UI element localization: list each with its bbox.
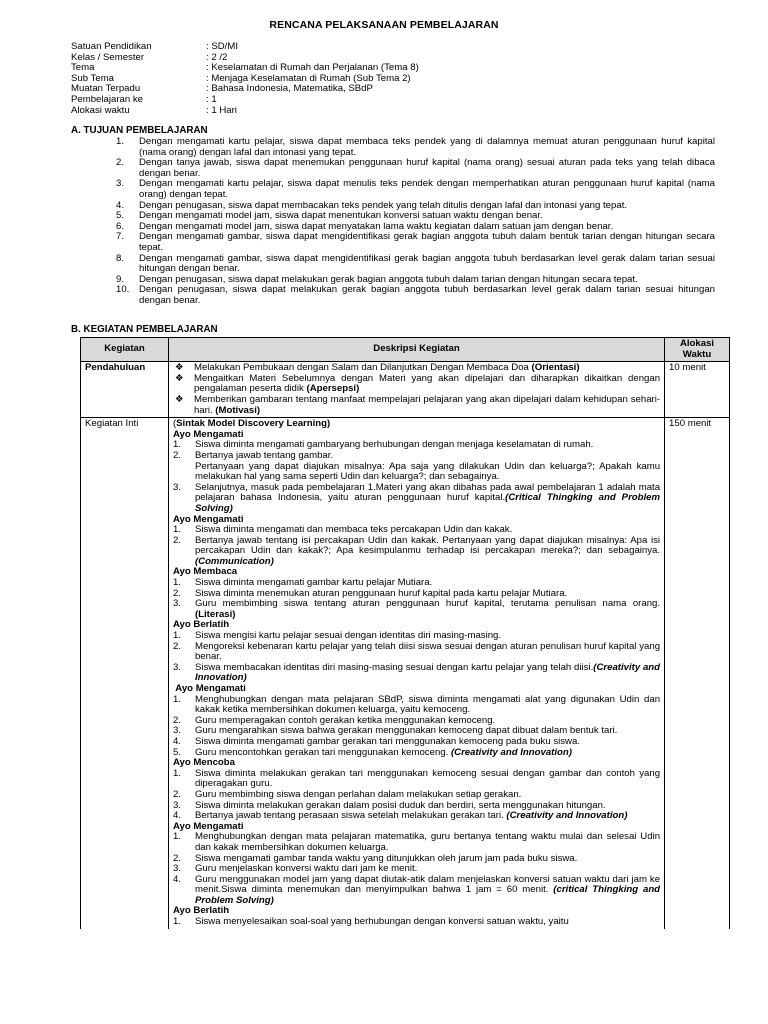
meta-value: : 1	[206, 93, 217, 105]
item-text: Siswa diminta melakukan gerakan tari menggunakan kemoceng sesuai dengan gambar dan contoh yang diperagakan guru.	[194, 767, 661, 790]
item-text: Guru memperagakan contoh gerakan ketika menggunakan kemoceng.	[194, 714, 496, 726]
list-item: 2. Bertanya jawab tentang isi percakapan Udin dan kakak. Pertanyaan yang dapat diajukan misalnya: Apa isi percakapan Udin dan kakak?; Apa kesimpulanmu terhadap isi percakapan mereka?; dan sebagainya. (Communication)	[172, 534, 661, 567]
group-heading: Ayo Mencoba	[172, 757, 235, 769]
item-text: Dengan tanya jawab, siswa dapat menemukan penggunaan huruf kapital (nama orang) sesuai aturan pada teks yang telah dibaca dengan benar.	[139, 157, 715, 179]
time-pendahuluan: 10 menit	[665, 362, 730, 418]
item-text: Siswa diminta mengamati gambaryang berhubungan dengan menjaga keselamatan di rumah.	[194, 439, 594, 451]
item-text: Siswa diminta menemukan aturan penggunaan huruf kapital pada kartu pelajar Mutiara.	[194, 587, 568, 599]
sintak-label: Sintak Model Discovery Learning)	[176, 418, 331, 430]
item-text: Dengan mengamati kartu pelajar, siswa dapat membaca teks pendek yang di dalamnya memuat aturan penggunaan huruf kapital (nama orang) dengan lafal dan intonasi yang tepat.	[139, 136, 715, 158]
list-item	[173, 374, 660, 395]
item-number: 10.	[116, 284, 130, 296]
list-item: 1. Menghubungkan dengan mata pelajaran matematika, guru bertanya tentang waktu mulai dan selesai Udin dan kakak membersihkan dokumen keluarga.	[172, 831, 661, 853]
item-text: Mengoreksi kebenaran kartu pelajar yang telah diisi siswa sesuai dengan aturan penulisan huruf kapital yang benar.	[194, 640, 661, 663]
objectives-list	[116, 137, 715, 307]
list-item: 3. Siswa diminta melakukan gerakan dalam posisi duduk dan berdiri, serta menggunakan hitungan.	[173, 801, 660, 812]
item-number: 1.	[116, 136, 125, 147]
list-item: 3. Guru membimbing siswa tentang aturan penggunaan huruf kapital, terutama penulisan nama orang. (Literasi)	[172, 598, 661, 620]
pendahuluan-description	[168, 362, 664, 418]
item-text: Bertanya jawab tentang isi percakapan Udin dan kakak. Pertanyaan yang dapat diajukan misalnya: Apa isi percakapan Udin dan kakak?; Apa kesimpulanmu terhadap isi percakapan mereka?; dan sebagainya.	[194, 534, 661, 557]
item-text: Melakukan Pembukaan dengan Salam dan Dilanjutkan Dengan Membaca Doa	[193, 362, 532, 374]
list-item: 1. Siswa menyelesaikan soal-soal yang berhubungan dengan konversi satuan waktu, yaitu	[173, 917, 660, 928]
item-text: Dengan penugasan, siswa dapat membacakan teks pendek yang telah ditulis dengan lafal dan intonasi yang tepat.	[139, 199, 628, 211]
list-item: 1. Menghubungkan dengan mata pelajaran SBdP, siswa diminta mengamati alat yang digunakan Udin dan kakak ketika membersihkan dokumen keluarga, yaitu kemoceng.	[172, 693, 661, 716]
list-item: 1. Siswa diminta mengamati gambaryang berhubungan dengan menjaga keselamatan di rumah.	[173, 440, 660, 451]
identity-table	[71, 42, 419, 116]
list-item: 1. Siswa diminta melakukan gerakan tari menggunakan kemoceng sesuai dengan gambar dan contoh yang diperagakan guru.	[172, 767, 661, 790]
list-item: 2. Mengoreksi kebenaran kartu pelajar yang telah diisi siswa sesuai dengan aturan penulisan huruf kapital yang benar.	[172, 640, 661, 663]
group-heading: Ayo Mengamati	[172, 428, 244, 440]
section-b-heading: B. KEGIATAN PEMBELAJARAN	[71, 324, 218, 335]
list-item: 2. Guru memperagakan contoh gerakan ketika menggunakan kemoceng.	[173, 716, 660, 727]
item-text: Siswa diminta mengamati gambar kartu pelajar Mutiara.	[194, 577, 433, 589]
sintak-line	[173, 419, 660, 430]
item-text: Dengan penugasan, siswa dapat melakukan gerak bagian anggota tubuh dalam tarian dengan hitungan secara tepat.	[139, 273, 638, 285]
item-number: 4.	[116, 199, 125, 211]
meta-value: : Menjaga Keselamatan di Rumah (Sub Tema 2)	[206, 72, 411, 84]
item-text: Siswa diminta mengamati gambar gerakan tari menggunakan kemoceng pada buku siswa.	[194, 735, 580, 747]
list-item	[116, 158, 715, 179]
activities-table	[80, 337, 730, 929]
item-tag: (Creativity and Innovation)	[194, 661, 661, 684]
list-item	[116, 285, 715, 306]
item-text: Siswa mengamati gambar tanda waktu yang ditunjukkan oleh jarum jam pada buku siswa.	[194, 852, 578, 864]
item-number: 2.	[116, 157, 125, 169]
item-text: Guru mencontohkan gerakan tari menggunakan kemoceng.	[194, 746, 451, 758]
item-text: Bertanya jawab tentang perasaan siswa setelah melakukan gerakan tari.	[194, 810, 507, 822]
list-item	[116, 137, 715, 158]
item-text: Guru menjelaskan konversi waktu dari jam ke menit.	[194, 863, 418, 875]
meta-value: : Keselamatan di Rumah dan Perjalanan (Tema 8)	[206, 62, 419, 74]
meta-label: Alokasi waktu	[71, 104, 130, 116]
item-number: 5.	[116, 210, 125, 222]
list-item: 2. Bertanya jawab tentang gambar.	[173, 451, 660, 462]
meta-row	[71, 95, 419, 106]
list-item	[116, 232, 715, 253]
item-text: Guru membimbing siswa tentang aturan penggunaan huruf kapital, terutama penulisan nama orang.	[194, 598, 661, 610]
group-heading: Ayo Berlatih	[172, 619, 230, 631]
table-header-row	[81, 338, 730, 362]
item-number: 7.	[116, 231, 125, 243]
list-item: 1. Siswa mengisi kartu pelajar sesuai dengan identitas diri masing-masing.	[173, 631, 660, 642]
item-number: 6.	[116, 220, 125, 232]
item-tag: (Orientasi)	[531, 362, 580, 374]
item-number: 9.	[116, 273, 125, 285]
meta-label: Tema	[71, 62, 95, 74]
item-text: Selanjutnya, masuk pada pembelajaran 1.Materi yang akan dibahas pada awal pembelajaran 1 adalah mata pelajaran bahasa Indonesia, yaitu aturan penggunaan huruf kapital.	[194, 481, 661, 504]
list-item: 3. Selanjutnya, masuk pada pembelajaran 1.Materi yang akan dibahas pada awal pembelajaran 1 adalah mata pelajaran bahasa Indonesia, yaitu aturan penggunaan huruf kapital.(Critical Thingking and Problem Solving)	[172, 481, 661, 514]
item-tag: (Communication)	[194, 555, 274, 567]
item-text: Mengaitkan Materi Sebelumnya dengan Materi yang akan dipelajari dan diharapkan dikaitkan dengan pengalaman peserta didik	[193, 372, 661, 395]
item-text: Dengan mengamati gambar, siswa dapat mengidentifikasi gerak bagian anggota tubuh dalam bentuk tarian dengan hitungan secara tepat.	[139, 231, 715, 253]
row-label-pendahuluan: Pendahuluan	[81, 362, 169, 418]
column-header-deskripsi: Deskripsi Kegiatan	[168, 338, 664, 362]
meta-value: : 1 Hari	[206, 104, 237, 116]
group-heading: Ayo Mengamati	[172, 513, 244, 525]
inti-description	[168, 418, 664, 929]
meta-label: Kelas / Semester	[71, 51, 145, 63]
item-number: 3.	[116, 178, 125, 190]
diamond-bullet-icon: ❖	[174, 372, 184, 384]
item-text: Dengan mengamati model jam, siswa dapat menentukan konversi satuan waktu dengan benar.	[139, 210, 543, 222]
group-heading: Ayo Berlatih	[172, 905, 230, 917]
item-text: Siswa menyelesaikan soal-soal yang berhubungan dengan konversi satuan waktu, yaitu	[194, 916, 569, 928]
item-text: Dengan mengamati model jam, siswa dapat menyatakan lama waktu kegiatan dalam satuan jam dengan benar.	[139, 220, 614, 232]
sintak-open: (	[172, 418, 177, 430]
item-text: Siswa mengisi kartu pelajar sesuai dengan identitas diri masing-masing.	[194, 630, 502, 642]
meta-row	[71, 106, 419, 117]
item-tag: (critical Thingking and Problem Solving)	[194, 884, 661, 906]
group-heading: Ayo Mengamati	[172, 820, 244, 832]
item-continuation: Pertanyaan yang dapat diajukan misalnya: Apa saja yang dilakukan Udin dan keluarga?; Apakah kamu melakukan hal yang sama seperti Udin dan keluarga?; dan sebagainya.	[194, 460, 661, 483]
item-text: Guru mengarahkan siswa bahwa gerakan menggunakan kemoceng dapat dibuat dalam bentuk tari.	[194, 725, 618, 737]
meta-value: : Bahasa Indonesia, Matematika, SBdP	[206, 83, 373, 95]
time-inti: 150 menit	[665, 418, 730, 929]
row-label-inti: Kegiatan Inti	[81, 418, 169, 929]
list-item: 3. Guru mengarahkan siswa bahwa gerakan menggunakan kemoceng dapat dibuat dalam bentuk tari.	[173, 726, 660, 737]
item-text: Siswa membacakan identitas diri masing-masing sesuai dengan kartu pelajar yang telah diisi.	[194, 661, 594, 673]
item-text: Menghubungkan dengan mata pelajaran SBdP, siswa diminta mengamati alat yang digunakan Udin dan kakak ketika membersihkan dokumen keluarga, yaitu kemoceng.	[194, 693, 661, 716]
item-text: Dengan penugasan, siswa dapat melakukan gerak bagian anggota tubuh berdasarkan level gerak dalam tarian sesuai hitungan dengan benar.	[139, 284, 715, 306]
diamond-bullet-icon: ❖	[174, 393, 184, 405]
item-tag: (Creativity and Innovation)	[506, 810, 628, 822]
group-heading: Ayo Membaca	[172, 566, 238, 578]
item-text: Menghubungkan dengan mata pelajaran matematika, guru bertanya tentang waktu mulai dan selesai Udin dan kakak membersihkan dokumen keluarga.	[194, 831, 661, 853]
list-item: 3. Siswa membacakan identitas diri masing-masing sesuai dengan kartu pelajar yang telah diisi.(Creativity and Innovation)	[172, 661, 661, 684]
meta-label: Muatan Terpadu	[71, 83, 141, 95]
item-text: Siswa diminta mengamati dan membaca teks percakapan Udin dan kakak.	[194, 524, 513, 536]
list-item: 2. Siswa mengamati gambar tanda waktu yang ditunjukkan oleh jarum jam pada buku siswa.	[173, 854, 660, 865]
column-header-alokasi: Alokasi Waktu	[665, 338, 730, 362]
item-tag: (Literasi)	[194, 608, 236, 620]
list-item: 1. Siswa diminta mengamati gambar kartu pelajar Mutiara.	[173, 578, 660, 589]
item-text: Guru menggunakan model jam yang dapat diutak-atik dalam menjelaskan konversi satuan waktu dari jam ke menit.Siswa diminta menemukan dan menyimpulkan bahwa 1 jam = 60 menit.	[194, 873, 661, 896]
document-title: RENCANA PELAKSANAAN PEMBELAJARAN	[269, 19, 499, 31]
meta-value: : 2 /2	[206, 51, 228, 63]
table-row	[81, 418, 730, 929]
list-item	[116, 179, 715, 200]
list-item: 3. Guru menjelaskan konversi waktu dari jam ke menit.	[173, 864, 660, 875]
item-text: Dengan mengamati gambar, siswa dapat mengidentifikasi gerak bagian anggota tubuh berdasarkan level gerak dalam tarian sesuai hitungan dengan benar.	[139, 252, 715, 275]
list-item: 2. Guru membimbing siswa dengan perlahan dalam melakukan setiap gerakan.	[173, 790, 660, 801]
item-text: Dengan mengamati kartu pelajar, siswa dapat menulis teks pendek dengan memperhatikan aturan penggunaan huruf kapital (nama orang) dengan tepat.	[139, 178, 715, 200]
item-tag: (Motivasi)	[215, 404, 261, 416]
item-tag: (Critical Thingking and Problem Solving)	[194, 492, 661, 514]
diamond-bullet-icon: ❖	[174, 362, 184, 374]
group-heading: Ayo Mengamati	[172, 683, 246, 694]
list-item: 4. Siswa diminta mengamati gambar gerakan tari menggunakan kemoceng pada buku siswa.	[173, 737, 660, 748]
item-number: 8.	[116, 252, 125, 264]
meta-label: Sub Tema	[71, 72, 115, 84]
item-tag: (Apersepsi)	[306, 383, 360, 395]
list-item: 4. Bertanya jawab tentang perasaan siswa setelah melakukan gerakan tari. (Creativity and Innovation)	[172, 810, 628, 822]
meta-label: Pembelajaran ke	[71, 93, 143, 105]
list-item: 1. Siswa diminta mengamati dan membaca teks percakapan Udin dan kakak.	[173, 525, 660, 536]
list-item	[173, 395, 660, 416]
table-row	[81, 362, 730, 418]
list-item	[116, 254, 715, 275]
section-a-heading: A. TUJUAN PEMBELAJARAN	[71, 125, 208, 136]
list-item: 4. Guru menggunakan model jam yang dapat diutak-atik dalam menjelaskan konversi satuan waktu dari jam ke menit.Siswa diminta menemukan dan menyimpulkan bahwa 1 jam = 60 menit. (critical Thingking and Problem Solving)	[172, 873, 661, 906]
list-item: 5. Guru mencontohkan gerakan tari menggunakan kemoceng. (Creativity and Innovation)	[172, 746, 572, 758]
meta-row	[71, 42, 419, 53]
item-tag: (Creativity and Innovation)	[450, 746, 572, 758]
column-header-kegiatan: Kegiatan	[81, 338, 169, 362]
meta-label: Satuan Pendidikan	[71, 41, 152, 52]
list-item: 2. Siswa diminta menemukan aturan penggunaan huruf kapital pada kartu pelajar Mutiara.	[173, 589, 660, 600]
item-text: Siswa diminta melakukan gerakan dalam posisi duduk dan berdiri, serta menggunakan hitungan.	[194, 799, 606, 811]
item-text: Guru membimbing siswa dengan perlahan dalam melakukan setiap gerakan.	[194, 788, 522, 800]
item-text: Bertanya jawab tentang gambar.	[194, 449, 334, 461]
item-text: Memberikan gambaran tentang manfaat mempelajari pelajaran yang akan dipelajari dalam kehidupan sehari-hari.	[193, 393, 661, 416]
meta-value: : SD/MI	[206, 41, 238, 52]
